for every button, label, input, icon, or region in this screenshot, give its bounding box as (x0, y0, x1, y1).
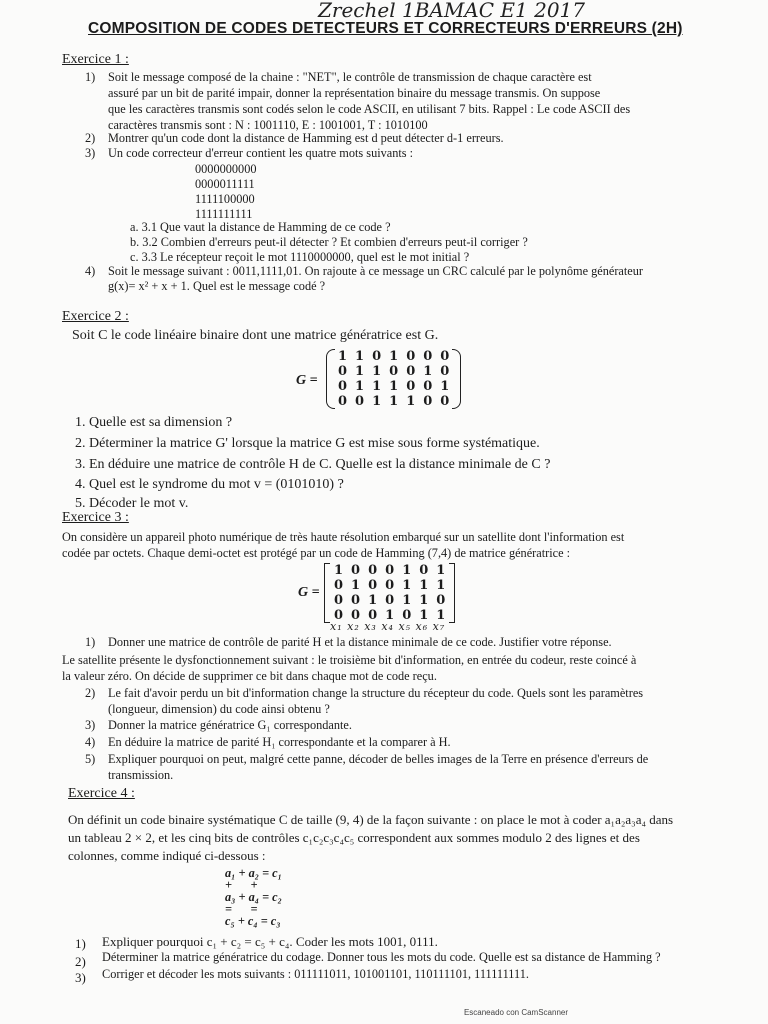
matrix-row (330, 578, 449, 593)
matrix-cell: 0 (406, 379, 416, 394)
ex1-sub-b: b. 3.2 Combien d'erreurs peut-il détecter ? Et combien d'erreurs peut-il corriger ? (130, 235, 528, 249)
matrix-cell: 1 (334, 563, 344, 578)
matrix-cell: 0 (423, 379, 433, 394)
ex2-question-1: 1. Quelle est sa dimension ? (75, 415, 233, 430)
ex2-question-3: 3. En déduire une matrice de contrôle H de C. Quelle est la distance minimale de C ? (75, 457, 551, 472)
matrix-cell: 0 (389, 364, 399, 379)
matrix-cell: 1 (372, 379, 382, 394)
ex2-matrix-label: G = (296, 373, 318, 388)
ex3-q4-number: 4) (85, 735, 96, 749)
ex1-sub-c: c. 3.3 Le récepteur reçoit le mot 1110000000, quel est le mot initial ? (130, 250, 470, 264)
ex4-scheme-row1: a₁ + a₂ = c₁ (225, 866, 282, 880)
matrix-cell: 0 (351, 593, 361, 608)
ex3-q2-number: 2) (85, 686, 96, 700)
matrix-cell: 0 (338, 379, 348, 394)
matrix-cell: 0 (440, 349, 450, 364)
matrix-cell: 1 (372, 394, 382, 409)
ex1-q4-number: 4) (85, 264, 96, 278)
ex4-q1-number: 1) (75, 936, 86, 951)
ex3-intro-line2: codée par octets. Chaque demi-octet est protégé par un code de Hamming (7,4) de matrice génératrice : (62, 546, 571, 560)
matrix-cell: 1 (402, 578, 412, 593)
matrix-cell: 0 (338, 364, 348, 379)
ex3-q2-line2: (longueur, dimension) du code ainsi obtenu ? (108, 702, 330, 716)
ex1-q1-line4: caractères transmis sont : N : 1001110, E : 1001001, T : 1010100 (108, 118, 428, 132)
ex4-scheme-row3: a₃ + a₄ = c₂ (225, 890, 282, 904)
ex2-intro: Soit C le code linéaire binaire dont une matrice génératrice est G. (72, 328, 439, 343)
matrix-cell: 1 (385, 608, 395, 623)
ex4-intro-line3: colonnes, comme indiqué ci-dessous : (68, 848, 266, 863)
ex4-intro-line1: On définit un code binaire systématique C de taille (9, 4) de la façon suivante : on place le mot à coder a₁a₂a₃a₄ dans (68, 812, 674, 827)
scanner-watermark: Escaneado con CamScanner (463, 1008, 568, 1017)
ex3-paragraph-line2: la valeur zéro. On décide de supprimer ce bit dans chaque mot de code reçu. (62, 669, 437, 683)
matrix-cell: 1 (355, 364, 365, 379)
code-word: 1111100000 (195, 192, 255, 206)
ex1-q1-line1: Soit le message composé de la chaine : "NET", le contrôle de transmission de chaque caractère est (108, 70, 592, 84)
ex3-q5-number: 5) (85, 752, 96, 766)
matrix-cell: 1 (389, 379, 399, 394)
matrix-cell: 1 (372, 364, 382, 379)
matrix-cell: 1 (419, 593, 429, 608)
matrix-cell: 1 (436, 578, 446, 593)
ex3-generator-matrix (330, 563, 449, 623)
matrix-row (330, 563, 449, 578)
ex1-q3-text: Un code correcteur d'erreur contient les quatre mots suivants : (108, 146, 414, 160)
matrix-cell: 0 (440, 364, 450, 379)
matrix-cell: 0 (402, 608, 412, 623)
matrix-row (334, 379, 453, 394)
handwritten-column-labels: x₁ x₂ x₃ x₄ x₅ x₆ x₇ (330, 620, 446, 633)
matrix-cell: 0 (440, 394, 450, 409)
ex3-q3-number: 3) (85, 718, 96, 732)
ex1-q4-line2: g(x)= x² + x + 1. Quel est le message codé ? (108, 279, 326, 293)
matrix-cell: 1 (351, 578, 361, 593)
ex3-q5-line2: transmission. (108, 768, 174, 782)
matrix-cell: 0 (334, 593, 344, 608)
matrix-cell: 0 (368, 608, 378, 623)
ex1-q1-number: 1) (85, 70, 96, 84)
matrix-cell: 0 (368, 563, 378, 578)
matrix-cell: 1 (406, 394, 416, 409)
code-word: 0000011111 (195, 177, 255, 191)
matrix-cell: 0 (368, 578, 378, 593)
code-word: 1111111111 (195, 207, 253, 221)
exercise-1-heading: Exercice 1 : (62, 52, 129, 67)
matrix-cell: 1 (436, 563, 446, 578)
ex4-q3-text: Corriger et décoder les mots suivants : 011111011, 101001101, 110111101, 111111111. (102, 967, 529, 981)
ex3-intro-line1: On considère un appareil photo numérique de très haute résolution embarqué sur un satellite dont l'information est (62, 530, 625, 544)
matrix-cell: 0 (385, 578, 395, 593)
matrix-cell: 1 (368, 593, 378, 608)
matrix-cell: 1 (402, 593, 412, 608)
code-word: 0000000000 (195, 162, 257, 176)
ex4-q2-text: Déterminer la matrice génératrice du codage. Donner tous les mots du code. Quelle est sa distance de Hamming ? (102, 950, 661, 964)
matrix-row (334, 349, 453, 364)
ex3-paragraph-line1: Le satellite présente le dysfonctionnement suivant : le troisième bit d'information, en entrée du codeur, reste coincé à (62, 653, 637, 667)
matrix-cell: 0 (436, 593, 446, 608)
ex4-intro-line2: un tableau 2 × 2, et les cinq bits de contrôles c₁c₂c₃c₄c₅ correspondent aux sommes modulo 2 des lignes et des (68, 830, 640, 845)
ex4-q2-number: 2) (75, 954, 86, 969)
matrix-cell: 1 (440, 379, 450, 394)
ex3-q3-text: Donner la matrice génératrice G₁ correspondante. (108, 718, 352, 732)
matrix-cell: 0 (334, 608, 344, 623)
ex1-q2-text: Montrer qu'un code dont la distance de Hamming est d peut détecter d-1 erreurs. (108, 131, 504, 145)
matrix-cell: 0 (419, 563, 429, 578)
matrix-cell: 1 (436, 608, 446, 623)
ex1-q4-line1: Soit le message suivant : 0011,1111,01. On rajoute à ce message un CRC calculé par le polynôme générateur (108, 264, 643, 278)
matrix-cell: 1 (423, 364, 433, 379)
matrix-cell: 1 (419, 578, 429, 593)
ex1-q2-number: 2) (85, 131, 96, 145)
matrix-cell: 0 (406, 349, 416, 364)
ex1-q3-number: 3) (85, 146, 96, 160)
matrix-cell: 0 (372, 349, 382, 364)
ex4-scheme-row4: = = (225, 902, 258, 916)
matrix-cell: 1 (355, 349, 365, 364)
matrix-cell: 0 (351, 563, 361, 578)
matrix-cell: 1 (389, 394, 399, 409)
matrix-cell: 0 (334, 578, 344, 593)
matrix-cell: 0 (351, 608, 361, 623)
matrix-cell: 0 (355, 394, 365, 409)
matrix-cell: 0 (423, 349, 433, 364)
matrix-cell: 0 (385, 563, 395, 578)
matrix-cell: 0 (406, 364, 416, 379)
matrix-row (334, 394, 453, 409)
ex1-sub-a: a. 3.1 Que vaut la distance de Hamming de ce code ? (130, 220, 391, 234)
handwritten-header: Zrechel 1BAMAC E1 2017 (318, 0, 585, 22)
exercise-4-heading: Exercice 4 : (68, 786, 135, 801)
matrix-cell: 0 (338, 394, 348, 409)
ex1-q1-line2: assuré par un bit de parité impair, donner la représentation binaire du message transmis. On suppose (108, 86, 601, 100)
ex3-matrix-label: G = (298, 585, 320, 600)
ex3-q5-line1: Expliquer pourquoi on peut, malgré cette panne, décoder de belles images de la Terre en présence d'erreurs de (108, 752, 649, 766)
ex2-question-2: 2. Déterminer la matrice G' lorsque la matrice G est mise sous forme systématique. (75, 436, 540, 451)
matrix-cell: 0 (385, 593, 395, 608)
matrix-cell: 1 (419, 608, 429, 623)
document-title: COMPOSITION DE CODES DETECTEURS ET CORRECTEURS D'ERREURS (2H) (88, 20, 683, 37)
ex4-scheme-row2: + + (225, 878, 258, 892)
matrix-cell: 0 (423, 394, 433, 409)
exercise-3-heading: Exercice 3 : (62, 510, 129, 525)
matrix-cell: 1 (355, 379, 365, 394)
ex3-q2-line1: Le fait d'avoir perdu un bit d'information change la structure du récepteur du code. Quels sont les paramètres (108, 686, 644, 700)
matrix-row (334, 364, 453, 379)
ex2-question-5: 5. Décoder le mot v. (75, 496, 189, 511)
ex2-generator-matrix (334, 349, 453, 409)
matrix-cell: 1 (389, 349, 399, 364)
ex4-scheme-row5: c₅ + c₄ = c₃ (225, 914, 281, 928)
ex4-q3-number: 3) (75, 970, 86, 985)
ex3-q4-text: En déduire la matrice de parité H₁ correspondante et la comparer à H. (108, 735, 451, 749)
matrix-cell: 1 (338, 349, 348, 364)
ex3-q1-number: 1) (85, 635, 96, 649)
matrix-cell: 1 (402, 563, 412, 578)
matrix-row (330, 593, 449, 608)
ex2-question-4: 4. Quel est le syndrome du mot v = (0101010) ? (75, 477, 344, 492)
exercise-2-heading: Exercice 2 : (62, 309, 129, 324)
ex3-q1-text: Donner une matrice de contrôle de parité H et la distance minimale de ce code. Justifier votre réponse. (108, 635, 612, 649)
ex1-q1-line3: que les caractères transmis sont codés selon le code ASCII, en utilisant 7 bits. Rappel : Le code ASCII des (108, 102, 631, 116)
ex4-q1-text: Expliquer pourquoi c₁ + c₂ = c₅ + c₄. Coder les mots 1001, 0111. (102, 934, 438, 949)
